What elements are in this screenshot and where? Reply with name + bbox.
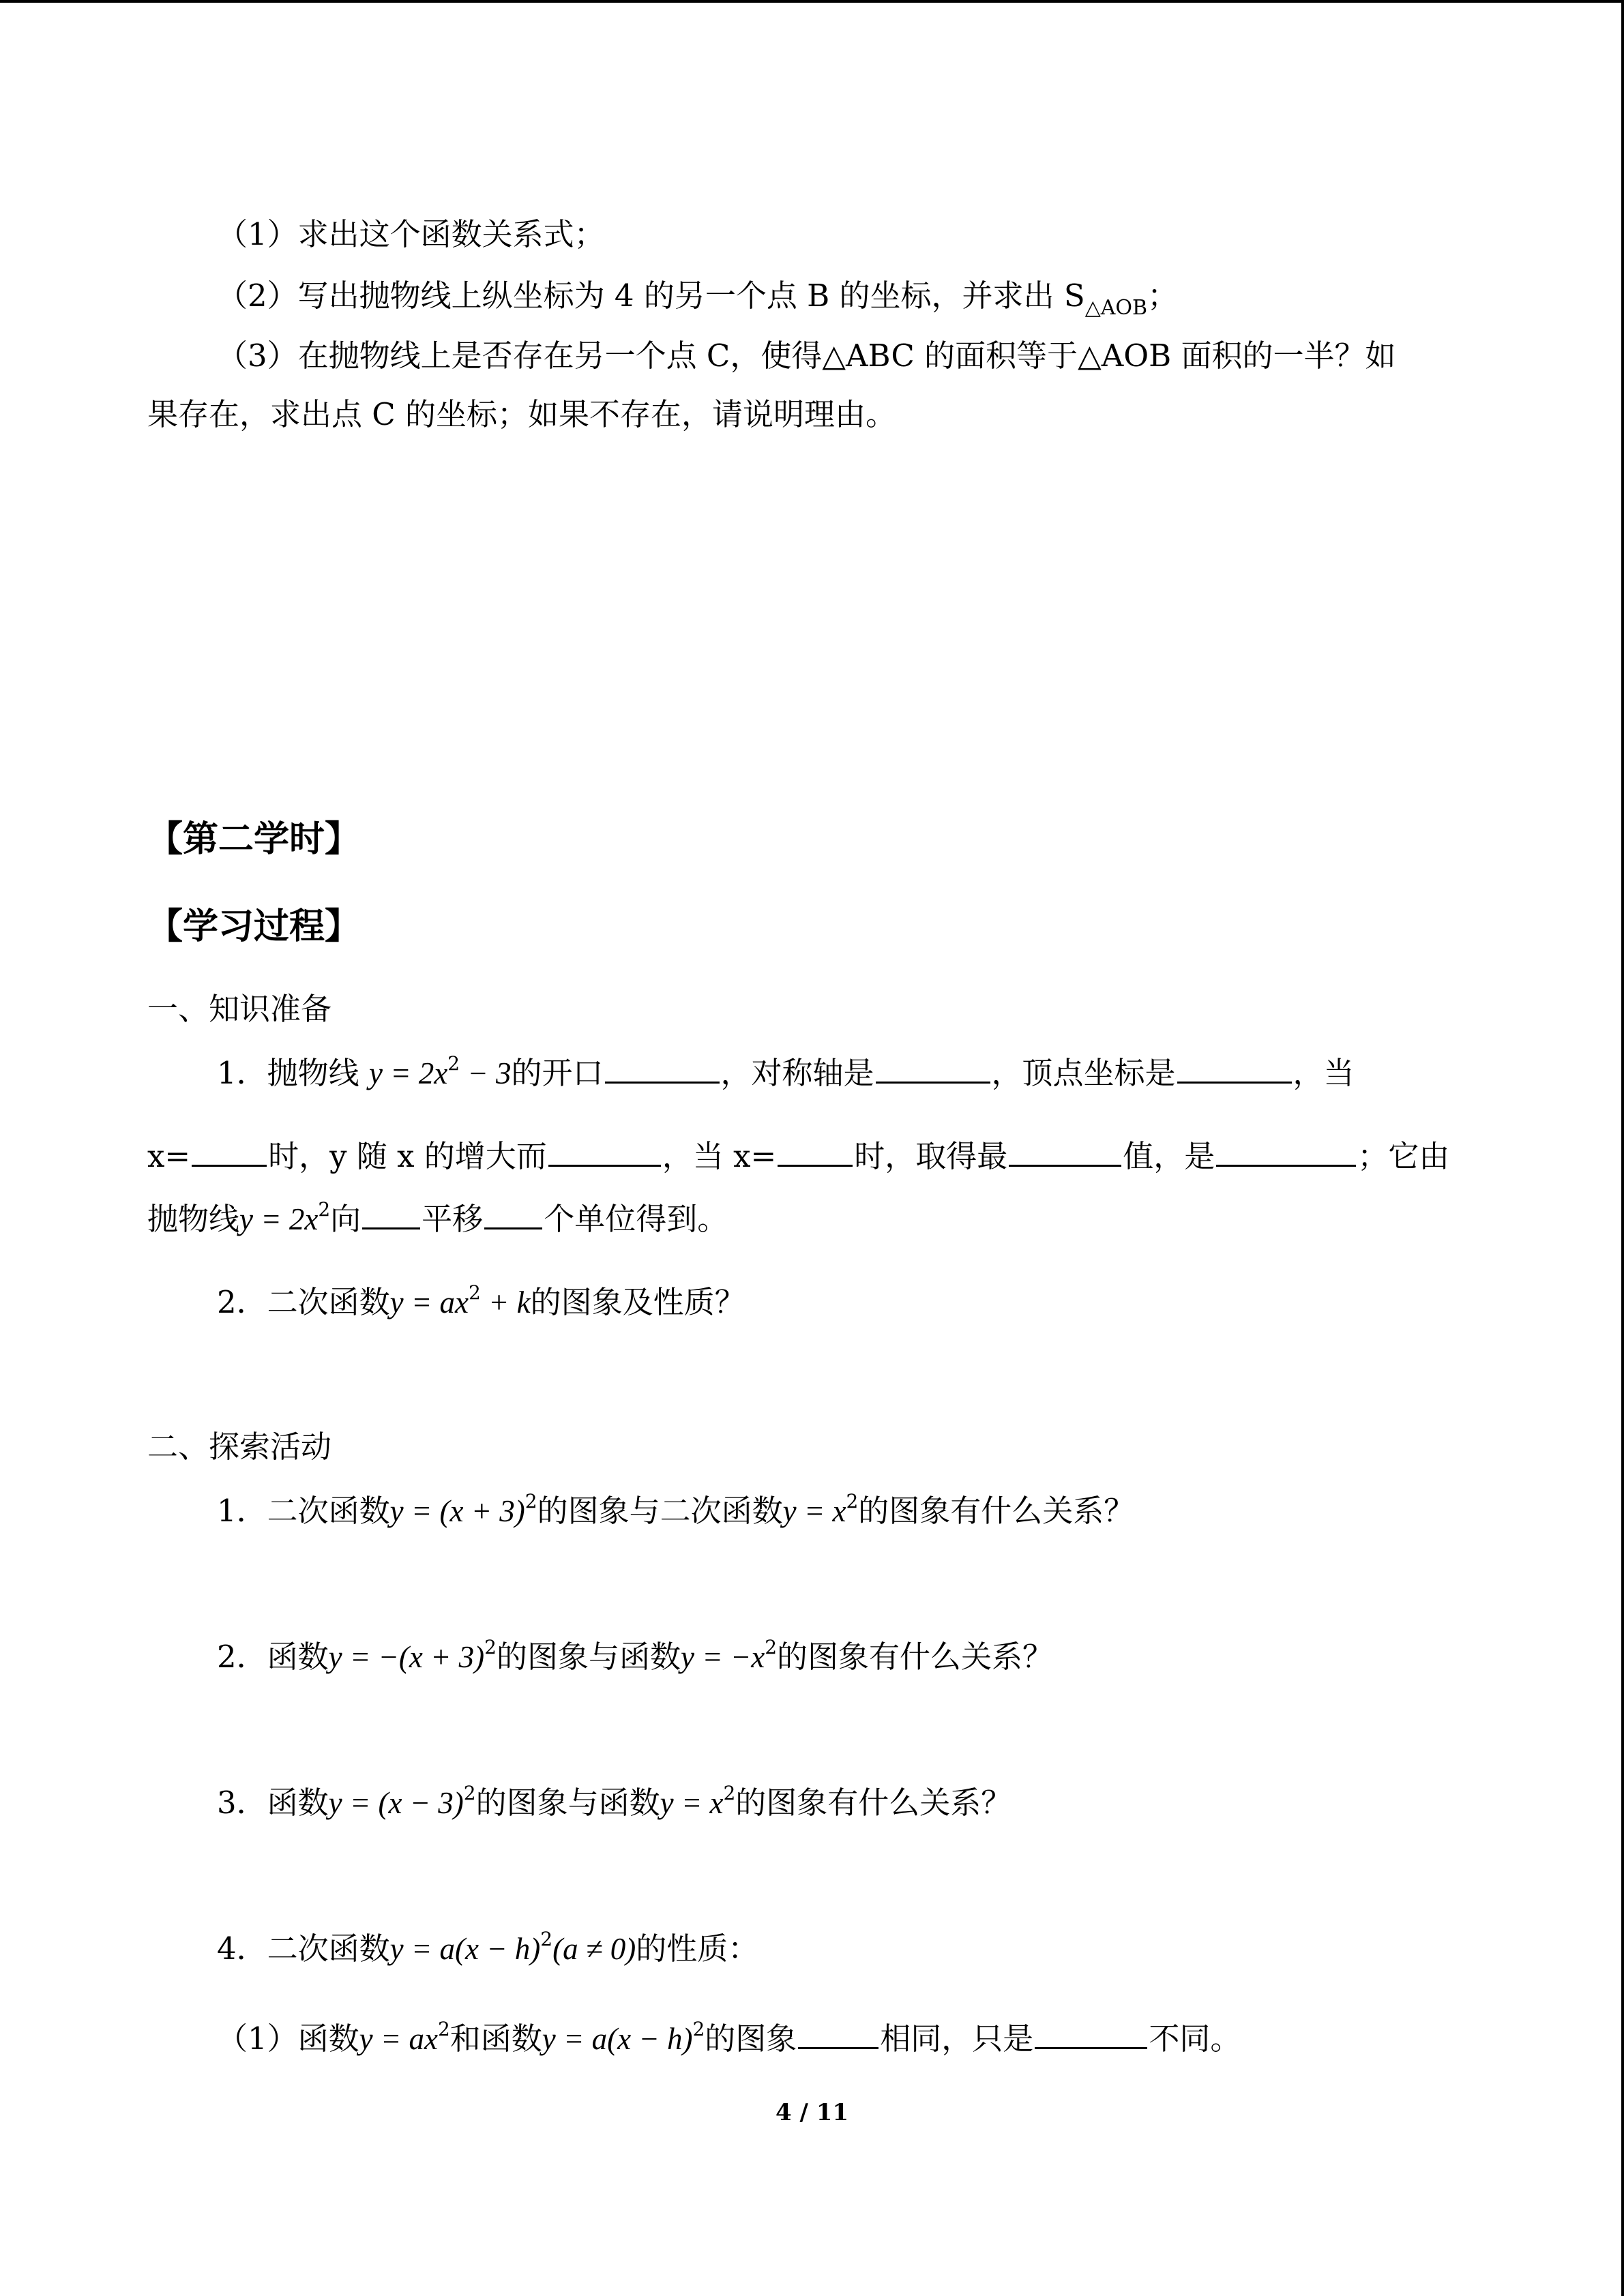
blank-units[interactable] <box>484 1197 542 1229</box>
section-1-title: 一、知识准备 <box>147 991 332 1027</box>
blank-x-value-2[interactable] <box>778 1135 853 1167</box>
section-2-title: 二、探索活动 <box>147 1429 332 1465</box>
blank-direction[interactable] <box>362 1197 420 1229</box>
question-part-3-line-1: （3）在抛物线上是否存在另一个点 C，使得△ABC 的面积等于△AOB 面积的一半？如 <box>217 338 1396 374</box>
explore-item-4: 4．二次函数$y = a(x - h)^2(a \ne 0)$的性质： <box>217 1928 759 1967</box>
heading-second-lesson: 【第二学时】 <box>147 818 361 860</box>
explore-item-2: 2．函数$y = -(x + 3)^2$的图象与函数$y = -x^2$的图象有什么关系？ <box>217 1636 1054 1675</box>
blank-axis[interactable] <box>876 1052 990 1084</box>
knowledge-item-1-line-3: 抛物线$y = 2x^2$向 平移 个单位得到。 <box>147 1198 728 1237</box>
blank-x-value-1[interactable] <box>192 1135 267 1167</box>
page-number: 4 / 11 <box>775 2099 849 2126</box>
blank-vertex[interactable] <box>1177 1052 1292 1084</box>
blank-opening[interactable] <box>605 1052 720 1084</box>
blank-trend[interactable] <box>548 1135 661 1167</box>
heading-learning-process: 【学习过程】 <box>147 906 361 947</box>
blank-shape[interactable] <box>798 2017 879 2049</box>
knowledge-item-1-line-2: x= 时，y 随 x 的增大而 ，当 x= 时，取得最 值，是 ；它由 <box>147 1135 1449 1177</box>
explore-item-1: 1．二次函数$y = (x + 3)^2$的图象与二次函数$y = x^2$的图象有什么关系？ <box>217 1490 1135 1529</box>
question-part-2: （2）写出抛物线上纵坐标为 4 的另一个点 B 的坐标，并求出 $S_{\triangle AOB}$； <box>217 278 1179 320</box>
blank-extreme-value[interactable] <box>1216 1135 1356 1167</box>
blank-max-min[interactable] <box>1009 1135 1121 1167</box>
blank-position[interactable] <box>1035 2017 1147 2049</box>
page-top-rule <box>0 0 1624 3</box>
knowledge-item-2: 2．二次函数$y = ax^2 + k$的图象及性质？ <box>217 1281 745 1320</box>
property-item-1: （1）函数$y = ax^2$和函数$y = a(x - h)^2$的图象 相同，只是 不同。 <box>217 2018 1241 2057</box>
question-part-3-line-2: 果存在，求出点 C 的坐标；如果不存在，请说明理由。 <box>147 396 897 432</box>
page-right-rule <box>1621 0 1624 2296</box>
knowledge-item-1-line-1: 1．抛物线 $y = 2x^2 - 3$的开口 ，对称轴是 ，顶点坐标是 ，当 <box>217 1052 1355 1091</box>
explore-item-3: 3．函数$y = (x - 3)^2$的图象与函数$y = x^2$的图象有什么关系？ <box>217 1782 1012 1821</box>
question-part-1: （1）求出这个函数关系式； <box>217 216 605 252</box>
